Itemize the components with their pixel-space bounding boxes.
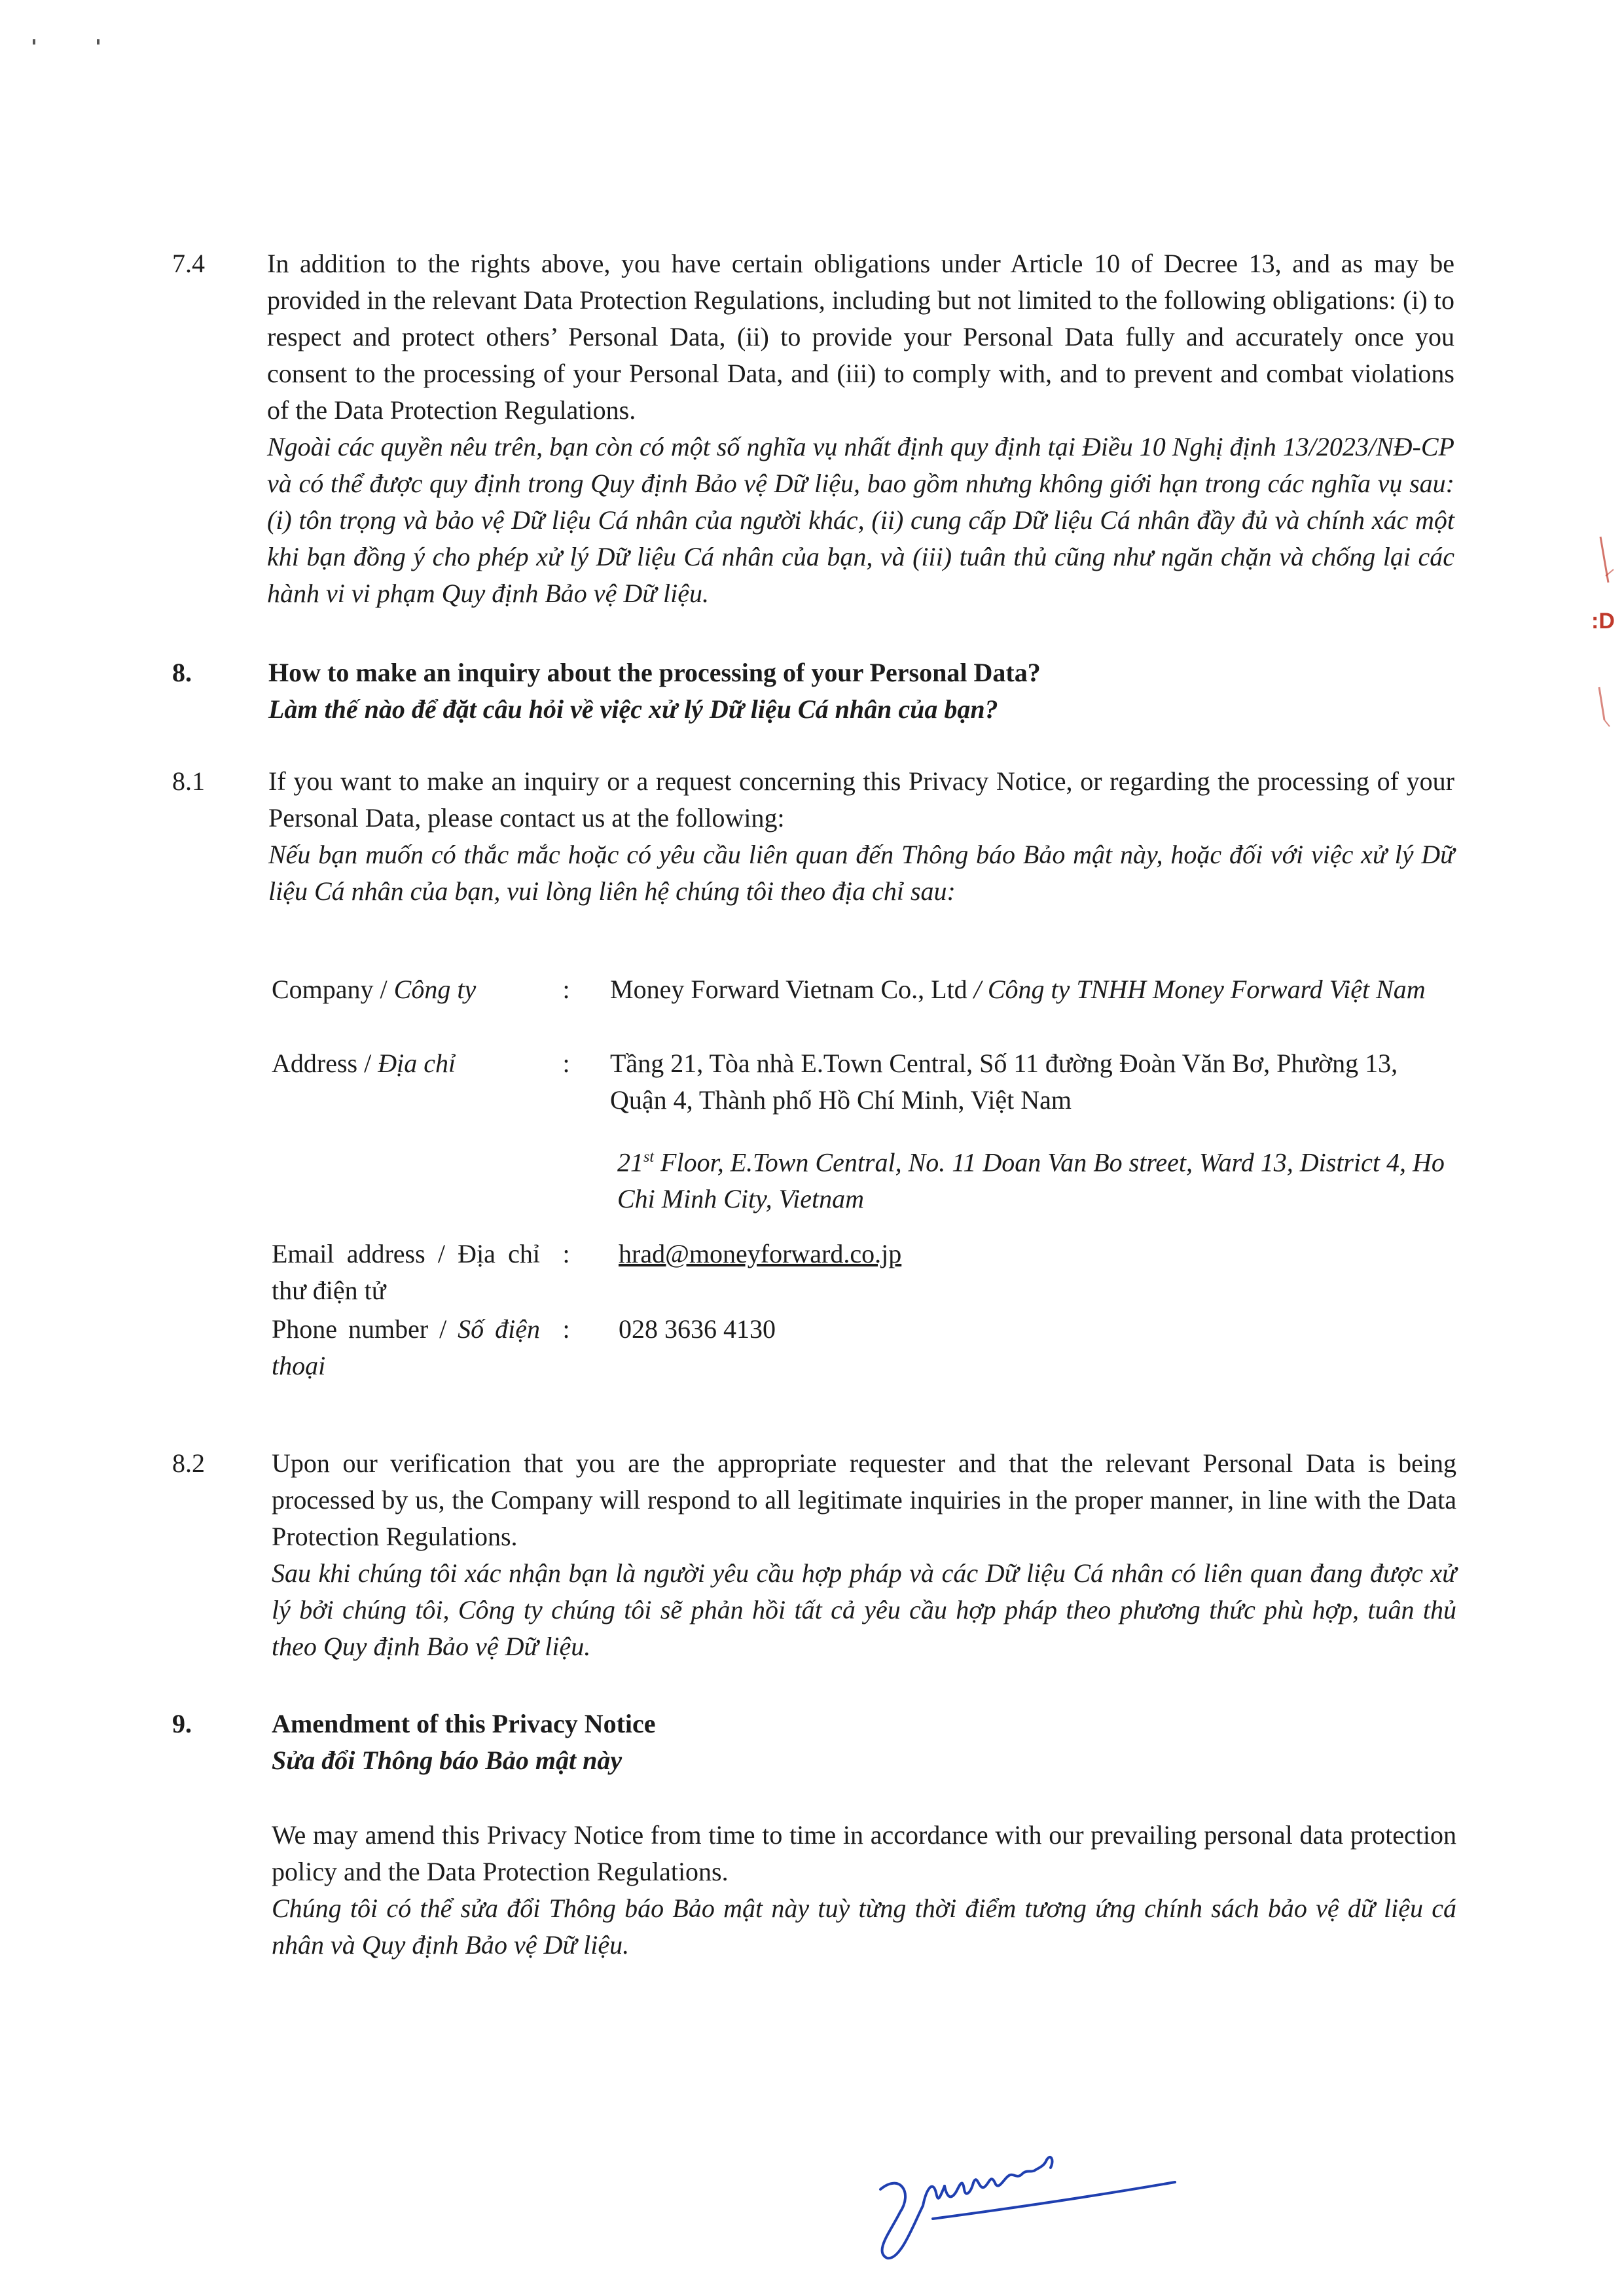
section-9-body <box>272 1817 1456 1964</box>
company-label-english: Company / <box>272 975 394 1004</box>
company-value <box>610 971 1454 1008</box>
phone-label-english: Phone number / <box>272 1314 458 1344</box>
email-label: Email address / Địa chỉ thư điện tử <box>272 1239 540 1305</box>
section-7-4-english: In addition to the rights above, you have certain obligations under Article 10 of Decree 13, and as may be provided in the relevant Data Protection Regulations, including but not limited to the following obligations: (i) to respect and protect others’ Personal Data, (ii) to provide your Personal Data fully and accurately once you consent to the processing of your Personal Data, and (iii) to comply with, and to prevent and combat violations of the Data Protection Regulations. <box>267 249 1454 425</box>
company-label-vietnamese: Công ty <box>393 975 477 1004</box>
company-name-english: Money Forward Vietnam Co., Ltd <box>610 975 967 1004</box>
section-8-title-english: How to make an inquiry about the processing of your Personal Data? <box>268 658 1041 687</box>
email-link[interactable]: hrad@moneyforward.co.jp <box>619 1239 902 1268</box>
scan-speck <box>33 39 35 45</box>
section-8-1-vietnamese: Nếu bạn muốn có thắc mắc hoặc có yêu cầu liên quan đến Thông báo Bảo mật này, hoặc đối với việc xử lý Dữ liệu Cá nhân của bạn, vui lòng liên hệ chúng tôi theo địa chỉ sau: <box>268 840 1454 906</box>
margin-stamp <box>1568 511 1624 753</box>
section-7-4-vietnamese: Ngoài các quyền nêu trên, bạn còn có một số nghĩa vụ nhất định quy định tại Điều 10 Nghị định 13/2023/NĐ-CP và có thể được quy định trong Quy định Bảo vệ Dữ liệu, bao gồm nhưng không giới hạn trong các nghĩa vụ sau: (i) tôn trọng và bảo vệ Dữ liệu Cá nhân của người khác, (ii) cung cấp Dữ liệu Cá nhân đầy đủ và chính xác một khi bạn đồng ý cho phép xử lý Dữ liệu Cá nhân của bạn, và (iii) tuân thủ cũng như ngăn chặn và chống lại các hành vi vi phạm Quy định Bảo vệ Dữ liệu. <box>267 432 1454 608</box>
section-9-heading <box>272 1706 1456 1779</box>
section-8-1-number: 8.1 <box>172 766 205 796</box>
section-7-4 <box>267 245 1454 612</box>
section-7-4-number: 7.4 <box>172 249 205 278</box>
section-8-1-english: If you want to make an inquiry or a request concerning this Privacy Notice, or regarding the processing of your Personal Data, please contact us at the following: <box>268 766 1454 833</box>
section-8-title-vietnamese: Làm thế nào để đặt câu hỏi về việc xử lý Dữ liệu Cá nhân của bạn? <box>268 694 998 724</box>
section-8-1 <box>268 763 1454 910</box>
address-label <box>272 1045 540 1082</box>
phone-value: 028 3636 4130 <box>619 1314 776 1344</box>
address-floor-number: 21 <box>617 1147 643 1177</box>
address-value-english <box>617 1139 1455 1217</box>
section-9-number: 9. <box>172 1709 192 1738</box>
section-8-2-vietnamese: Sau khi chúng tôi xác nhận bạn là người yêu cầu hợp pháp và các Dữ liệu Cá nhân có liên quan đang được xử lý bởi chúng tôi, Công ty chúng tôi sẽ phản hồi tất cả yêu cầu hợp pháp theo phương thức phù hợp, tuân thủ theo Quy định Bảo vệ Dữ liệu. <box>272 1558 1456 1661</box>
address-label-english: Address / <box>272 1049 378 1078</box>
section-9-title-english: Amendment of this Privacy Notice <box>272 1709 656 1738</box>
address-colon: : <box>562 1049 570 1078</box>
stamp-text: :D <box>1591 609 1615 634</box>
section-9-title-vietnamese: Sửa đổi Thông báo Bảo mật này <box>272 1746 623 1775</box>
phone-colon: : <box>562 1314 570 1344</box>
section-9-english: We may amend this Privacy Notice from time to time in accordance with our prevailing personal data protection policy and the Data Protection Regulations. <box>272 1820 1456 1886</box>
company-name-vietnamese: Công ty TNHH Money Forward Việt Nam <box>987 975 1426 1004</box>
address-value-vietnamese: Tầng 21, Tòa nhà E.Town Central, Số 11 đường Đoàn Văn Bơ, Phường 13, Quận 4, Thành phố Hồ Chí Minh, Việt Nam <box>610 1049 1398 1115</box>
company-colon: : <box>562 975 570 1004</box>
phone-label <box>272 1311 540 1384</box>
section-8-heading <box>268 655 1454 728</box>
email-colon: : <box>562 1239 570 1268</box>
section-8-2-english: Upon our verification that you are the appropriate requester and that the relevant Personal Data is being processed by us, the Company will respond to all legitimate inquiries in the proper manner, in line with the Data Protection Regulations. <box>272 1448 1456 1551</box>
scan-speck <box>97 39 99 45</box>
phone-label-vietnamese: Số điện thoại <box>272 1314 540 1380</box>
address-english-text: Floor, E.Town Central, No. 11 Doan Van Bo street, Ward 13, District 4, Ho Chi Minh City, Vietnam <box>617 1147 1445 1214</box>
handwritten-signature-icon <box>861 2127 1201 2271</box>
address-floor-suffix: st <box>643 1149 655 1166</box>
section-8-number: 8. <box>172 658 192 687</box>
address-label-vietnamese: Địa chỉ <box>378 1049 456 1078</box>
section-9-vietnamese: Chúng tôi có thể sửa đổi Thông báo Bảo mật này tuỳ từng thời điểm tương ứng chính sách bảo vệ dữ liệu cá nhân và Quy định Bảo vệ Dữ liệu. <box>272 1893 1456 1960</box>
section-8-2-number: 8.2 <box>172 1448 205 1478</box>
section-8-2 <box>272 1445 1456 1665</box>
company-name-separator: / <box>967 975 988 1004</box>
company-label <box>272 971 540 1008</box>
